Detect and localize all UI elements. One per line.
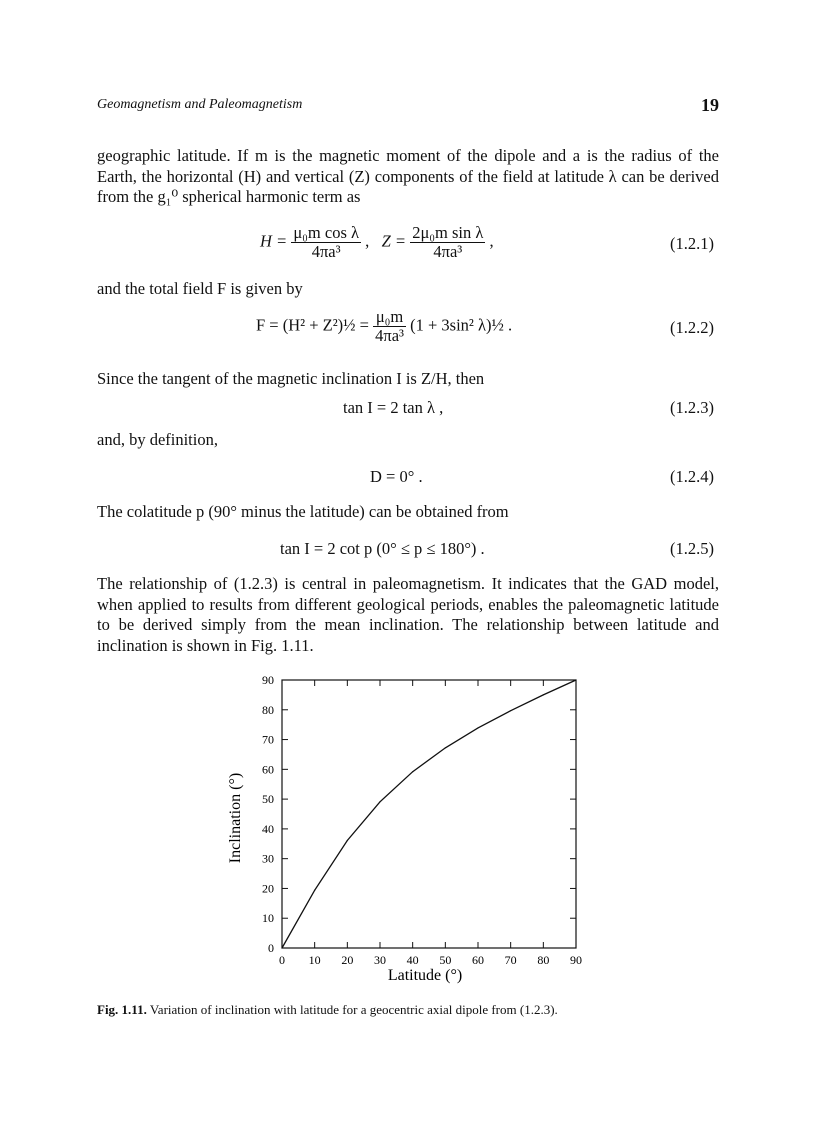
curve-point xyxy=(281,947,282,948)
inclination-chart xyxy=(220,668,600,988)
equation-F xyxy=(256,308,512,345)
y-tick-label: 60 xyxy=(262,762,274,777)
fraction-F xyxy=(373,308,406,345)
eq-H-lhs: H = xyxy=(260,231,288,251)
running-head xyxy=(97,95,719,119)
equation-number: (1.2.2) xyxy=(670,318,714,337)
fraction-H-denominator: 4πa³ xyxy=(311,242,341,261)
equation-1-2-2 xyxy=(97,308,719,352)
x-tick-label: 10 xyxy=(308,953,321,967)
paragraph-relationship: The relationship of (1.2.3) is central in paleomagnetism. It indicates that the GAD model, when applied to results from different geological periods, enables the paleomagnetic latitude to be derived simply from the mean inclination. The relationship between latitude and inclination is shown in Fig. 1.11. xyxy=(97,574,719,655)
fraction-F-denominator: 4πa³ xyxy=(375,326,404,345)
equation-number: (1.2.4) xyxy=(670,467,714,486)
y-tick-label: 40 xyxy=(262,821,274,836)
y-tick-label: 80 xyxy=(262,702,274,717)
inclination-curve xyxy=(282,680,576,948)
x-tick-label: 60 xyxy=(472,953,484,967)
caption-label: Fig. 1.11. xyxy=(97,1002,147,1017)
paragraph-inclination: Since the tangent of the magnetic inclination I is Z/H, then xyxy=(97,369,485,388)
x-tick-label: 20 xyxy=(341,953,354,967)
equation-D: D = 0° . xyxy=(370,467,423,486)
equation-1-2-1 xyxy=(97,224,719,268)
y-tick-label: 90 xyxy=(262,673,274,687)
y-tick-label: 0 xyxy=(268,941,274,955)
x-tick-label: 70 xyxy=(504,953,517,967)
paragraph-intro: geographic latitude. If m is the magnetic moment of the dipole and a is the radius of the Earth, the horizontal (H) and vertical (Z) components of the field at latitude λ can be derived from the g₁⁰ spherical harmonic term as xyxy=(97,146,719,206)
eq-Z-lhs: Z = xyxy=(381,231,407,251)
fraction-H-numerator: μ₀m cos λ xyxy=(293,223,359,242)
x-tick-label: 30 xyxy=(374,953,386,967)
y-axis-label: Inclination (°) xyxy=(227,772,244,864)
figure-caption xyxy=(97,1002,719,1018)
eq-tail: , xyxy=(489,231,494,251)
fraction-Z-numerator: 2μ₀m sin λ xyxy=(412,223,484,242)
running-head-title: Geomagnetism and Paleomagnetism xyxy=(97,97,303,112)
curve-point xyxy=(510,710,511,711)
page-number: 19 xyxy=(701,95,719,115)
eq-separator: , xyxy=(365,231,370,251)
equation-number: (1.2.3) xyxy=(670,398,714,417)
curve-point xyxy=(477,727,478,728)
curve-point xyxy=(543,694,544,695)
curve-point xyxy=(575,679,576,680)
y-tick-label: 10 xyxy=(262,911,274,926)
equation-number: (1.2.5) xyxy=(670,539,714,558)
fraction-Z-denominator: 4πa³ xyxy=(433,242,463,261)
curve-point xyxy=(445,747,446,748)
y-tick-label: 50 xyxy=(262,792,274,807)
equation-cot: tan I = 2 cot p (0° ≤ p ≤ 180°) . xyxy=(280,539,485,558)
fraction-H xyxy=(291,224,361,261)
equation-H xyxy=(260,224,494,261)
x-tick-label: 90 xyxy=(570,953,582,967)
fraction-Z xyxy=(410,224,485,261)
x-tick-label: 0 xyxy=(279,953,285,967)
equation-tanI: tan I = 2 tan λ , xyxy=(343,398,444,417)
x-tick-label: 40 xyxy=(406,953,419,967)
curve-point xyxy=(379,801,380,802)
equation-number: (1.2.1) xyxy=(670,234,714,253)
y-tick-label: 70 xyxy=(262,732,274,747)
y-tick-label: 30 xyxy=(262,851,274,866)
curve-point xyxy=(314,890,315,891)
paragraph-colatitude: The colatitude p (90° minus the latitude) can be obtained from xyxy=(97,502,509,521)
plot-frame xyxy=(282,680,576,948)
x-axis-label: Latitude (°) xyxy=(387,967,463,984)
fraction-F-numerator: μ₀m xyxy=(373,308,406,327)
paragraph-definition: and, by definition, xyxy=(97,430,218,449)
paragraph-total-field: and the total field F is given by xyxy=(97,279,303,298)
curve-point xyxy=(412,771,413,772)
eq-F-rhs: (1 + 3sin² λ)½ . xyxy=(410,315,513,335)
eq-F-lhs: F = (H² + Z²)½ = xyxy=(256,315,369,335)
caption-text: Variation of inclination with latitude for a geocentric axial dipole from (1.2.3). xyxy=(149,1002,558,1017)
x-tick-label: 50 xyxy=(439,953,452,967)
curve-point xyxy=(347,840,348,841)
x-tick-label: 80 xyxy=(537,953,550,967)
y-tick-label: 20 xyxy=(262,881,274,896)
